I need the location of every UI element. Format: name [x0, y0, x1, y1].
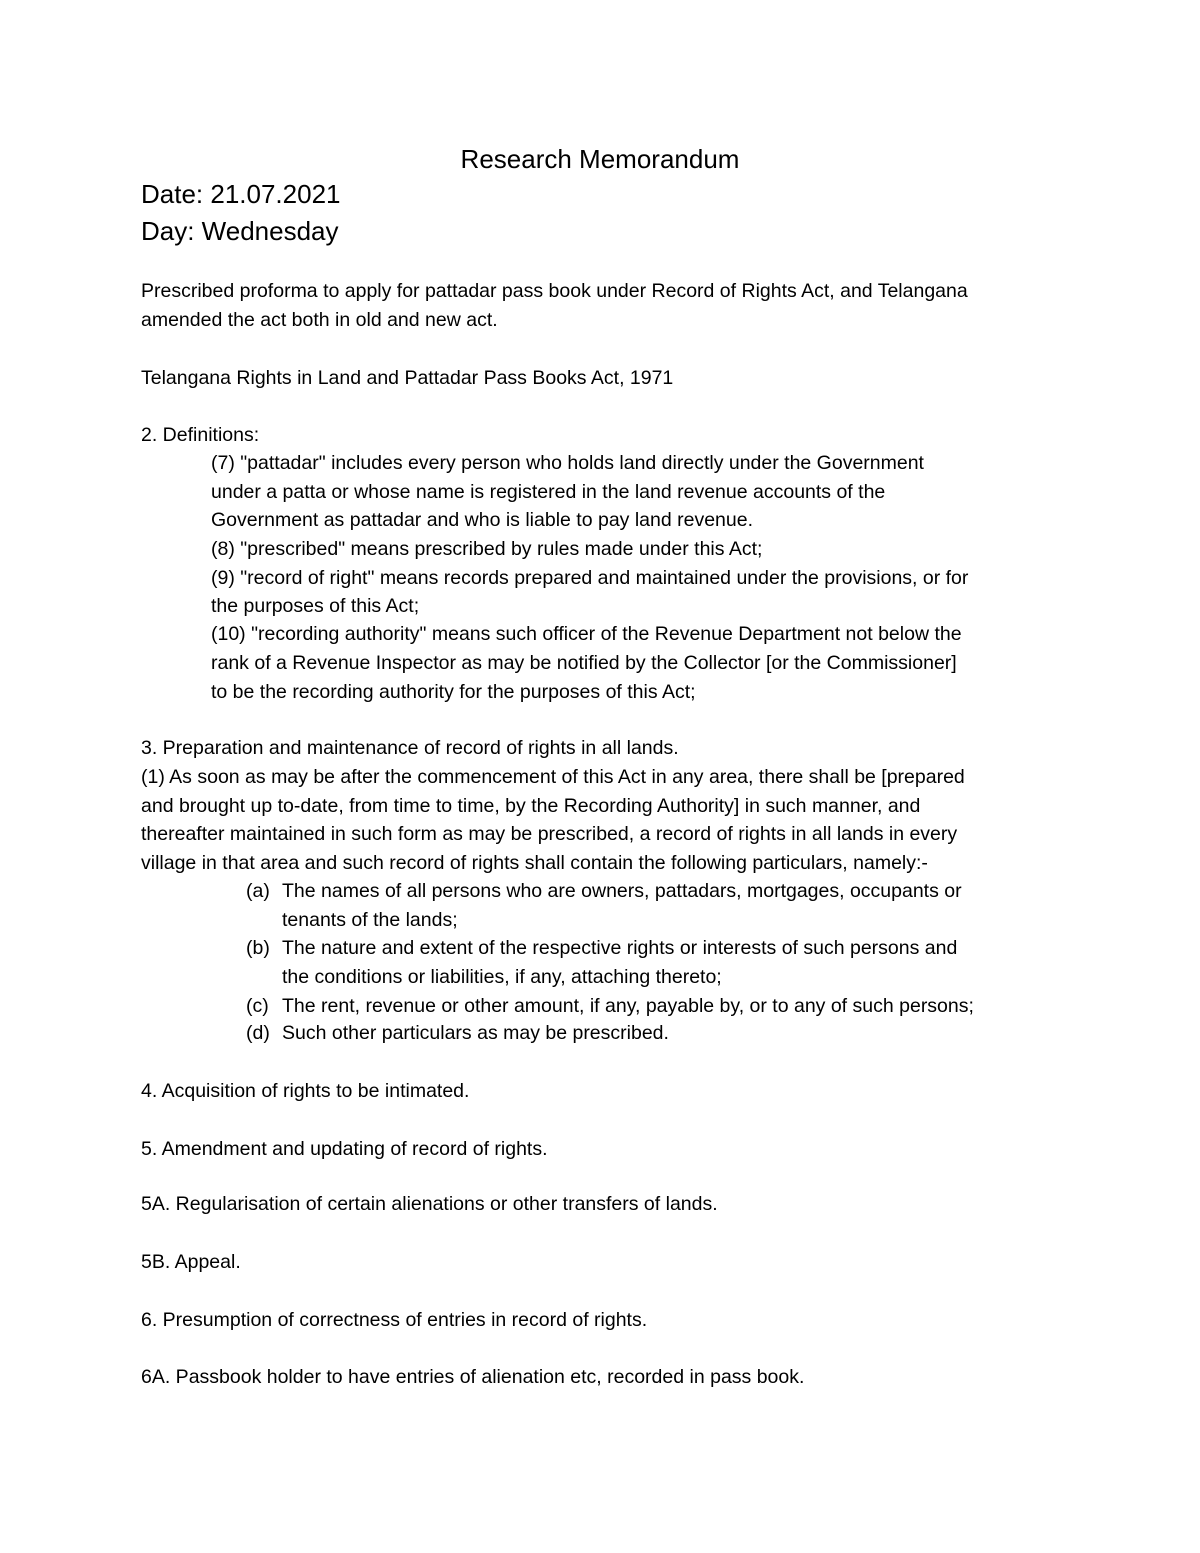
section-3-body-line: thereafter maintained in such form as may be prescribed, a record of rights in all lands in every — [141, 823, 958, 845]
section-5b-heading: 5B. Appeal. — [141, 1251, 241, 1273]
list-item-line: tenants of the lands; — [282, 909, 458, 931]
intro-line: amended the act both in old and new act. — [141, 309, 498, 331]
list-marker-d: (d) — [246, 1022, 270, 1044]
section-3-body-line: and brought up to-date, from time to time, by the Recording Authority] in such manner, and — [141, 795, 921, 817]
definition-line: to be the recording authority for the purposes of this Act; — [211, 681, 696, 703]
list-item-line: The nature and extent of the respective rights or interests of such persons and — [282, 937, 958, 959]
section-3-heading: 3. Preparation and maintenance of record of rights in all lands. — [141, 737, 679, 759]
definition-line: rank of a Revenue Inspector as may be notified by the Collector [or the Commissioner] — [211, 652, 957, 674]
list-item-line: Such other particulars as may be prescribed. — [282, 1022, 669, 1044]
definition-line: (8) "prescribed" means prescribed by rules made under this Act; — [211, 538, 763, 560]
list-marker-a: (a) — [246, 880, 270, 902]
intro-line: Prescribed proforma to apply for pattadar pass book under Record of Rights Act, and Telangana — [141, 280, 968, 302]
section-6a-heading: 6A. Passbook holder to have entries of alienation etc, recorded in pass book. — [141, 1366, 805, 1388]
definition-line: the purposes of this Act; — [211, 595, 420, 617]
definition-line: Government as pattadar and who is liable to pay land revenue. — [211, 509, 754, 531]
list-item-line: The names of all persons who are owners, pattadars, mortgages, occupants or — [282, 880, 962, 902]
section-4-heading: 4. Acquisition of rights to be intimated. — [141, 1080, 470, 1102]
section-6-heading: 6. Presumption of correctness of entries in record of rights. — [141, 1309, 648, 1331]
section-5-heading: 5. Amendment and updating of record of rights. — [141, 1138, 548, 1160]
definition-line: (10) "recording authority" means such officer of the Revenue Department not below the — [211, 623, 962, 645]
definition-line: under a patta or whose name is registered in the land revenue accounts of the — [211, 481, 886, 503]
list-marker-b: (b) — [246, 937, 270, 959]
list-marker-c: (c) — [246, 995, 269, 1017]
definition-line: (9) "record of right" means records prepared and maintained under the provisions, or for — [211, 567, 969, 589]
list-item-line: The rent, revenue or other amount, if any, payable by, or to any of such persons; — [282, 995, 974, 1017]
document-title: Research Memorandum — [460, 144, 740, 174]
section-5a-heading: 5A. Regularisation of certain alienations or other transfers of lands. — [141, 1193, 718, 1215]
section-3-body-line: village in that area and such record of rights shall contain the following particulars, namely:- — [141, 852, 928, 874]
definition-line: (7) "pattadar" includes every person who holds land directly under the Government — [211, 452, 924, 474]
day-line: Day: Wednesday — [141, 216, 339, 246]
section-2-heading: 2. Definitions: — [141, 424, 260, 446]
list-item-line: the conditions or liabilities, if any, attaching thereto; — [282, 966, 722, 988]
date-line: Date: 21.07.2021 — [141, 179, 341, 209]
act-name: Telangana Rights in Land and Pattadar Pass Books Act, 1971 — [141, 367, 674, 389]
section-3-body-line: (1) As soon as may be after the commencement of this Act in any area, there shall be [prepared — [141, 766, 965, 788]
